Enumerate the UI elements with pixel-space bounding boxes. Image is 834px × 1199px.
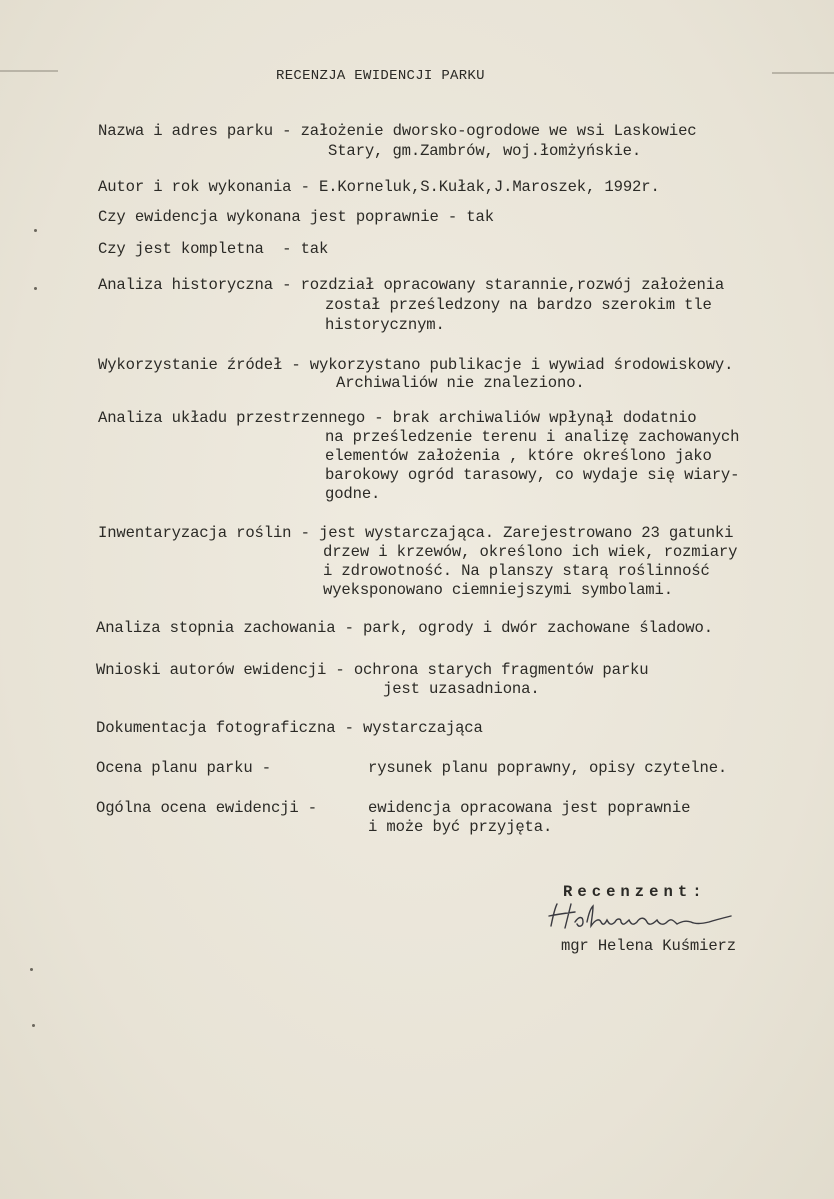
entry-line: Nazwa i adres parku - założenie dworsko-ogrodowe we wsi Laskowiec <box>98 122 697 140</box>
entry-line: historycznym. <box>325 316 445 334</box>
scan-edge-right <box>772 72 834 74</box>
reviewer-name: mgr Helena Kuśmierz <box>561 937 736 955</box>
entry-line: ewidencja opracowana jest poprawnie <box>368 799 691 817</box>
entry-label: Ocena planu parku - <box>96 759 271 777</box>
entry-line: został prześledzony na bardzo szerokim tle <box>325 296 712 314</box>
entry-line: Dokumentacja fotograficzna - wystarczająca <box>96 719 483 737</box>
entry-line: Analiza stopnia zachowania - park, ogrody i dwór zachowane śladowo. <box>96 619 713 637</box>
entry-line: godne. <box>325 485 381 503</box>
scan-speck <box>34 287 37 290</box>
entry-line: Stary, gm.Zambrów, woj.łomżyńskie. <box>328 142 642 160</box>
entry-line: Analiza układu przestrzennego - brak archiwaliów wpłynął dodatnio <box>98 409 697 427</box>
entry-line: i może być przyjęta. <box>368 818 553 836</box>
entry-line: Wykorzystanie źródeł - wykorzystano publikacje i wywiad środowiskowy. <box>98 356 734 374</box>
entry-line: jest uzasadniona. <box>383 680 540 698</box>
entry-line: wyeksponowano ciemniejszymi symbolami. <box>323 581 673 599</box>
entry-line: Autor i rok wykonania - E.Korneluk,S.Kułak,J.Maroszek, 1992r. <box>98 178 660 196</box>
scan-speck <box>30 968 33 971</box>
scan-speck <box>34 229 37 232</box>
entry-line: i zdrowotność. Na planszy starą roślinność <box>323 562 710 580</box>
entry-line: Czy ewidencja wykonana jest poprawnie - tak <box>98 208 494 226</box>
entry-line: Analiza historyczna - rozdział opracowany starannie,rozwój założenia <box>98 276 725 294</box>
entry-line: Archiwaliów nie znaleziono. <box>336 374 585 392</box>
scan-speck <box>32 1024 35 1027</box>
entry-line: barokowy ogród tarasowy, co wydaje się wiary- <box>325 466 740 484</box>
entry-line: Inwentaryzacja roślin - jest wystarczająca. Zarejestrowano 23 gatunki <box>98 524 734 542</box>
entry-line: rysunek planu poprawny, opisy czytelne. <box>368 759 728 777</box>
document-title: RECENZJA EWIDENCJI PARKU <box>276 68 485 84</box>
entry-line: na prześledzenie terenu i analizę zachowanych <box>325 428 740 446</box>
entry-line: elementów założenia , które określono jako <box>325 447 712 465</box>
entry-line: Czy jest kompletna - tak <box>98 240 329 258</box>
handwritten-signature <box>545 898 745 938</box>
reviewer-heading: Recenzent: <box>563 883 707 901</box>
entry-line: Wnioski autorów ewidencji - ochrona starych fragmentów parku <box>96 661 649 679</box>
entry-line: drzew i krzewów, określono ich wiek, rozmiary <box>323 543 738 561</box>
entry-label: Ogólna ocena ewidencji - <box>96 799 317 817</box>
scan-edge-left <box>0 70 58 72</box>
